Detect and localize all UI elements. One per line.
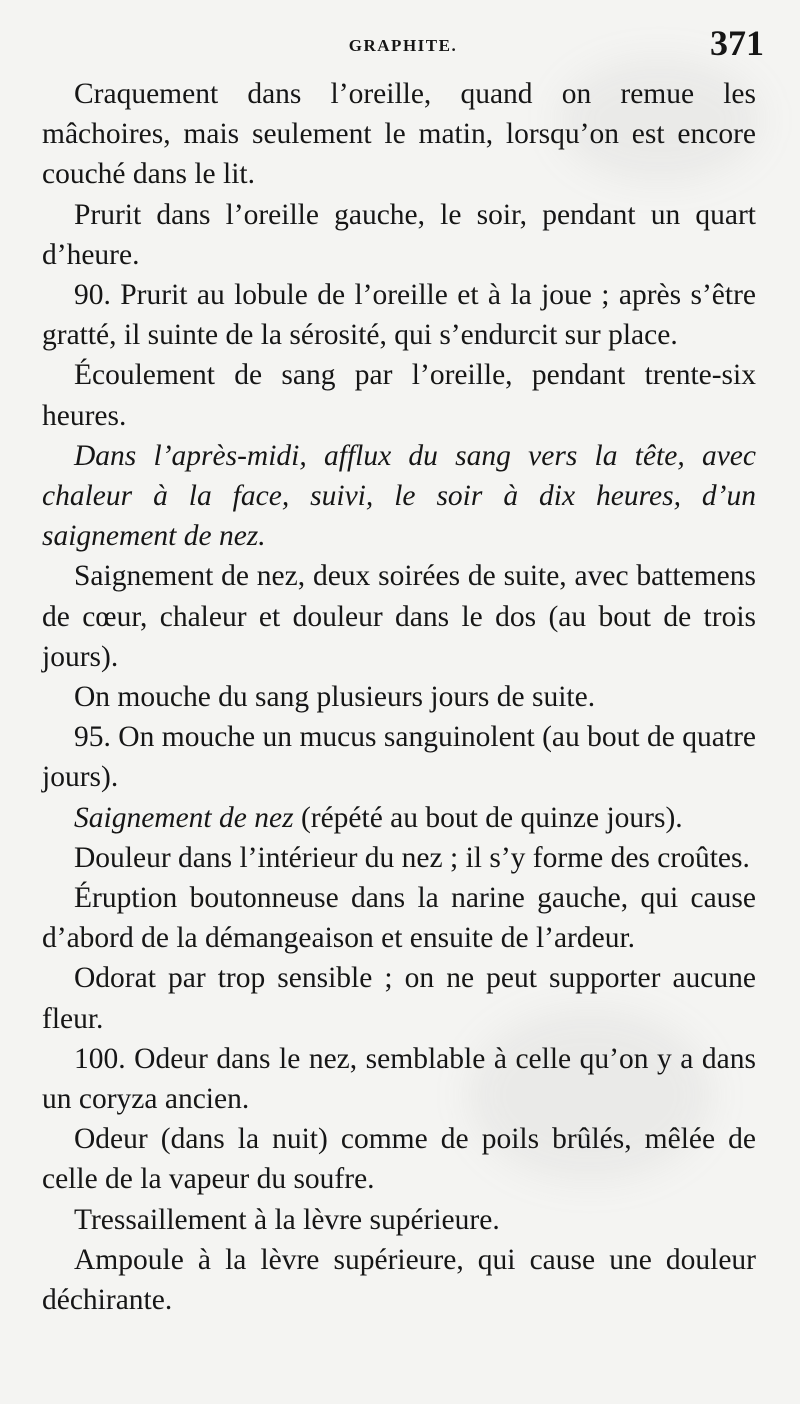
- paragraph: Prurit dans l’oreille gauche, le soir, pendant un quart d’heure.: [42, 198, 756, 271]
- paragraph: Douleur dans l’intérieur du nez ; il s’y forme des croûtes.: [74, 841, 750, 874]
- paragraph: Odorat par trop sensible ; on ne peut supporter aucune fleur.: [42, 962, 756, 1035]
- paragraph-italic: Dans l’après-midi, afflux du sang vers la tête, avec chaleur à la face, suivi, le soir à dix heures, d’un saignement de nez.: [42, 439, 756, 553]
- paragraph: Ampoule à la lèvre supérieure, qui cause une douleur déchirante.: [42, 1243, 756, 1317]
- paragraph: 95. On mouche un mucus sanguinolent (au bout de quatre jours).: [42, 721, 756, 794]
- italic-phrase: Saignement de nez: [74, 801, 294, 834]
- paragraph: 90. Prurit au lobule de l’oreille et à la joue ; après s’être gratté, il suinte de la sérosité, qui s’endurcit sur place.: [42, 279, 756, 352]
- page-header: [42, 22, 764, 72]
- paragraph: Craquement dans l’oreille, quand on remue les mâchoires, mais seulement le matin, lorsqu’on est encore couché dans le lit.: [42, 78, 756, 191]
- paragraph: 100. Odeur dans le nez, semblable à celle qu’on y a dans un coryza ancien.: [42, 1042, 756, 1116]
- paragraph: Saignement de nez, deux soirées de suite, avec battemens de cœur, chaleur et douleur dans le dos (au bout de trois jours).: [42, 560, 756, 673]
- running-title: GRAPHITE.: [348, 36, 458, 55]
- page-number: 371: [710, 23, 764, 63]
- paragraph: Écoulement de sang par l’oreille, pendant trente-six heures.: [42, 359, 756, 432]
- paragraph: [42, 798, 756, 838]
- paragraph: On mouche du sang plusieurs jours de suite.: [74, 681, 596, 714]
- paragraph: Odeur (dans la nuit) comme de poils brûlés, mêlée de celle de la vapeur du soufre.: [42, 1123, 756, 1196]
- paragraph: Tressaillement à la lèvre supérieure.: [74, 1203, 500, 1236]
- body-text: [42, 74, 756, 1320]
- paragraph-rest: (répété au bout de quinze jours).: [293, 801, 683, 834]
- paragraph: Éruption boutonneuse dans la narine gauche, qui cause d’abord de la démangeaison et ensuite de l’ardeur.: [42, 882, 756, 955]
